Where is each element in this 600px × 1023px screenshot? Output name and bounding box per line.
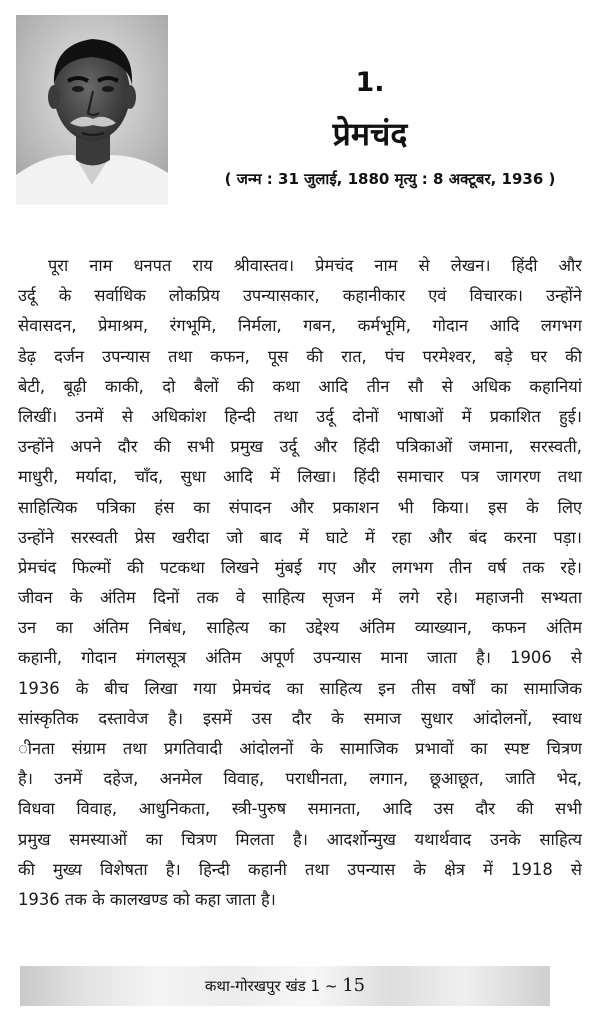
paragraph-line: पूरा नाम धनपत राय श्रीवास्तव। प्रेमचंद नाम से लेखन। हिंदी और	[48, 256, 582, 275]
paragraph-line: साहित्यिक पत्रिका हंस का संपादन और प्रकाशन भी किया। इस के लिए	[18, 497, 582, 517]
paragraph-line: ीनता संग्राम तथा प्रगतिवादी आंदोलनों के सामाजिक प्रभावों का स्पष्ट चित्रण	[18, 739, 582, 758]
paragraph-line: डेढ़ दर्जन उपन्यास तथा कफन, पूस की रात, पंच परमेश्वर, बड़े घर की	[18, 346, 582, 366]
paragraph-line: 1936 के बीच लिखा गया प्रेमचंद का साहित्य इन तीस वर्षों का सामाजिक	[18, 678, 582, 698]
paragraph-line: प्रमुख समस्याओं का चित्रण मिलता है। आदर्शोन्मुख यथार्थवाद उनके साहित्य	[18, 829, 582, 849]
paragraph-line: उन्होंने अपने दौर की सभी प्रमुख उर्दू और हिंदी पत्रिकाओं जमाना, सरस्वती,	[18, 437, 582, 457]
paragraph-line: सेवासदन, प्रेमाश्रम, रंगभूमि, निर्मला, गबन, कर्मभूमि, गोदान आदि लगभग	[18, 316, 582, 336]
paragraph-line: विधवा विवाह, आधुनिकता, स्त्री-पुरुष समानता, आदि उस दौर की सभी	[18, 799, 582, 819]
author-portrait-photo-icon	[16, 15, 168, 205]
paragraph-line: उन का अंतिम निबंध, साहित्य का उद्देश्य अंतिम व्याख्यान, कफन अंतिम	[18, 618, 582, 638]
page-number: 15	[342, 975, 366, 996]
paragraph-line: सांस्कृतिक दस्तावेज है। इसमें उस दौर के समाज सुधार आंदोलनों, स्वाध	[18, 708, 582, 728]
chapter-number: 1.	[355, 67, 385, 98]
paragraph-line: प्रेमचंद फिल्मों की पटकथा लिखने मुंबई गए और लगभग तीन वर्ष तक रहे।	[18, 557, 582, 577]
paragraph-line: माधुरी, मर्यादा, चाँद, सुधा आदि में लिखा। हिंदी समाचार पत्र जागरण तथा	[18, 467, 582, 487]
paragraph-line: लिखीं। उनमें से अधिकांश हिन्दी तथा उर्दू दोनों भाषाओं में प्रकाशित हुई।	[18, 406, 582, 426]
paragraph-line: की मुख्य विशेषता है। हिन्दी कहानी तथा उपन्यास के क्षेत्र में 1918 से	[18, 859, 582, 879]
biography-paragraph	[18, 251, 582, 915]
paragraph-line: उन्होंने सरस्वती प्रेस खरीदा जो बाद में घाटे में रहा और बंद करना पड़ा।	[18, 527, 582, 547]
running-title: कथा-गोरखपुर खंड 1	[204, 977, 321, 995]
author-portrait	[16, 15, 168, 205]
page-footer	[20, 974, 550, 998]
chapter-title: प्रेमचंद	[332, 115, 408, 153]
author-life-dates: ( जन्म : 31 जुलाई, 1880 मृत्यु : 8 अक्टूबर, 1936 )	[224, 170, 556, 188]
footer-separator: ~	[324, 977, 338, 995]
paragraph-line: 1936 तक के कालखण्ड को कहा जाता है।	[18, 889, 276, 909]
paragraph-line: कहानी, गोदान मंगलसूत्र अंतिम अपूर्ण उपन्यास माना जाता है। 1906 से	[18, 648, 582, 668]
paragraph-line: जीवन के अंतिम दिनों तक वे साहित्य सृजन में लगे रहे। महाजनी सभ्यता	[18, 588, 582, 608]
paragraph-line: उर्दू के सर्वाधिक लोकप्रिय उपन्यासकार, कहानीकार एवं विचारक। उन्होंने	[18, 286, 582, 306]
paragraph-line: है। उनमें दहेज, अनमेल विवाह, पराधीनता, लगान, छूआछूत, जाति भेद,	[18, 769, 582, 789]
paragraph-line: बेटी, बूढ़ी काकी, दो बैलों की कथा आदि तीन सौ से अधिक कहानियां	[18, 376, 582, 396]
